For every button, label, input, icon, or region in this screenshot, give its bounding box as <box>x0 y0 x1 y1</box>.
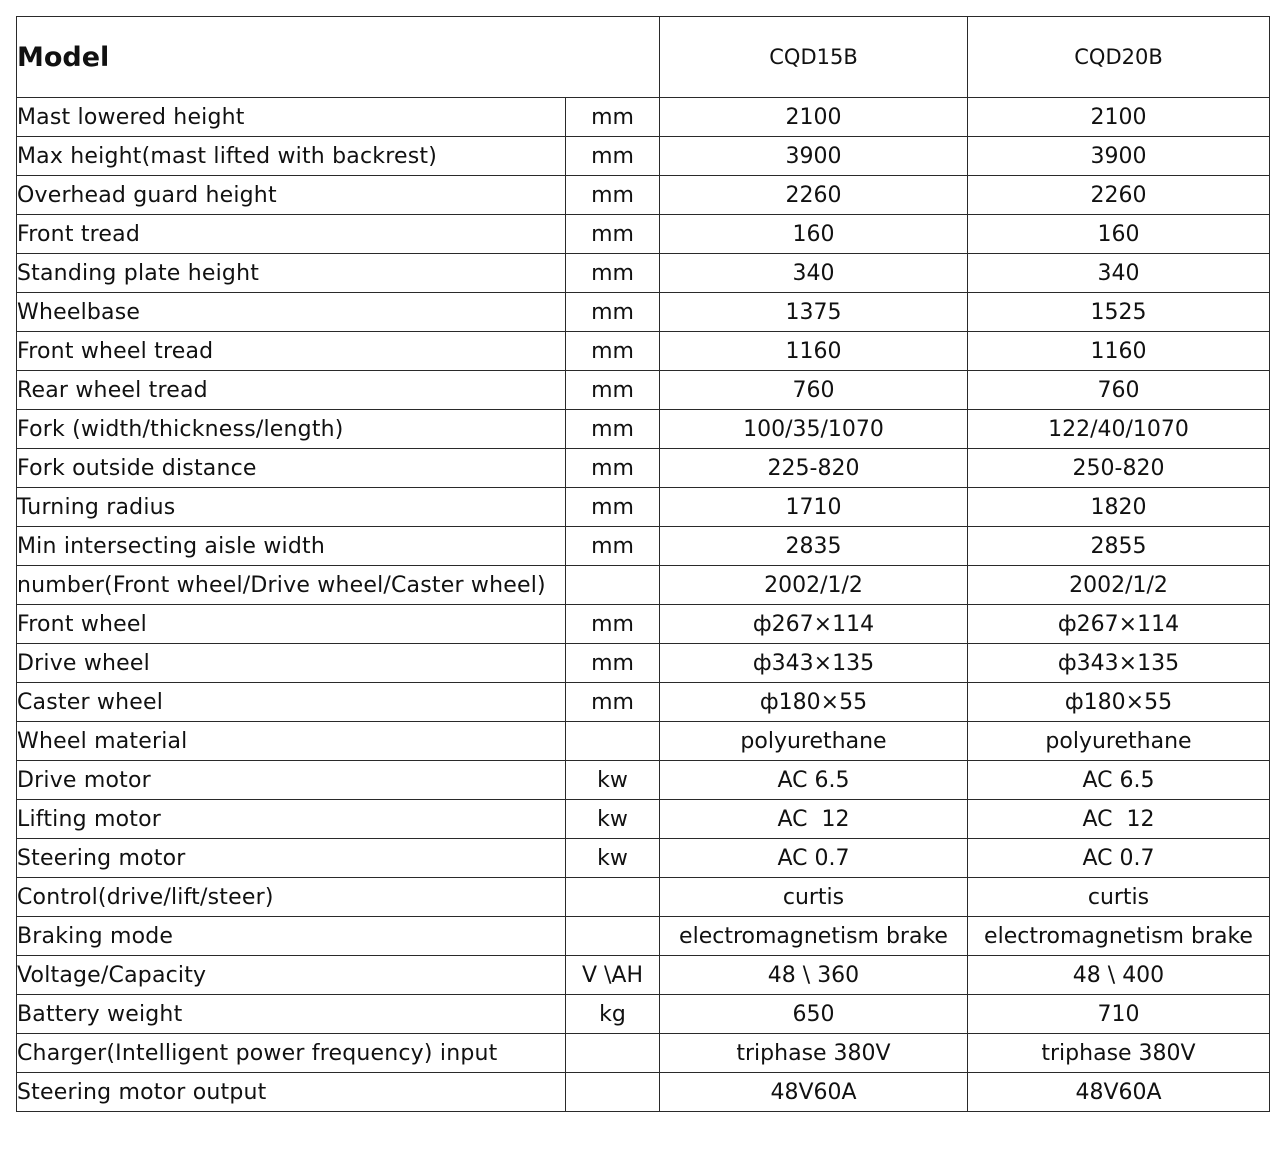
value-cell-cqd20b: 1160 <box>968 332 1270 371</box>
value-cell-cqd20b: polyurethane <box>968 722 1270 761</box>
unit-cell: mm <box>566 293 660 332</box>
value-cell-cqd15b: 100/35/1070 <box>660 410 968 449</box>
value-cell-cqd15b: 3900 <box>660 137 968 176</box>
param-cell: Braking mode <box>17 917 566 956</box>
table-row <box>17 293 1270 332</box>
value-cell-cqd15b: AC 0.7 <box>660 839 968 878</box>
param-cell: Max height(mast lifted with backrest) <box>17 137 566 176</box>
param-cell: Drive motor <box>17 761 566 800</box>
unit-cell: mm <box>566 137 660 176</box>
table-row <box>17 449 1270 488</box>
value-cell-cqd15b: 760 <box>660 371 968 410</box>
param-cell: Caster wheel <box>17 683 566 722</box>
value-cell-cqd20b: 1820 <box>968 488 1270 527</box>
unit-cell: mm <box>566 644 660 683</box>
value-cell-cqd15b: triphase 380V <box>660 1034 968 1073</box>
param-cell: Lifting motor <box>17 800 566 839</box>
unit-cell: mm <box>566 98 660 137</box>
table-row <box>17 839 1270 878</box>
value-cell-cqd20b: ф343×135 <box>968 644 1270 683</box>
table-row <box>17 98 1270 137</box>
value-cell-cqd20b: 160 <box>968 215 1270 254</box>
unit-cell <box>566 917 660 956</box>
table-row <box>17 800 1270 839</box>
value-cell-cqd20b: 48V60A <box>968 1073 1270 1112</box>
value-cell-cqd20b: AC 6.5 <box>968 761 1270 800</box>
param-cell: Fork (width/thickness/length) <box>17 410 566 449</box>
param-cell: Turning radius <box>17 488 566 527</box>
value-cell-cqd20b: curtis <box>968 878 1270 917</box>
header-row <box>17 17 1270 98</box>
value-cell-cqd15b: AC 6.5 <box>660 761 968 800</box>
table-row <box>17 995 1270 1034</box>
table-row <box>17 527 1270 566</box>
value-cell-cqd15b: curtis <box>660 878 968 917</box>
value-cell-cqd15b: 48V60A <box>660 1073 968 1112</box>
unit-cell: mm <box>566 527 660 566</box>
unit-cell: mm <box>566 371 660 410</box>
table-row <box>17 254 1270 293</box>
value-cell-cqd15b: 225-820 <box>660 449 968 488</box>
value-cell-cqd15b: ф180×55 <box>660 683 968 722</box>
value-cell-cqd20b: 2260 <box>968 176 1270 215</box>
value-cell-cqd20b: 710 <box>968 995 1270 1034</box>
value-cell-cqd15b: 160 <box>660 215 968 254</box>
unit-cell: mm <box>566 683 660 722</box>
value-cell-cqd15b: polyurethane <box>660 722 968 761</box>
param-cell: Wheel material <box>17 722 566 761</box>
param-cell: Overhead guard height <box>17 176 566 215</box>
table-row <box>17 956 1270 995</box>
model-name-cqd15b: CQD15B <box>660 17 968 98</box>
table-row <box>17 917 1270 956</box>
unit-cell: mm <box>566 605 660 644</box>
unit-cell: kw <box>566 761 660 800</box>
value-cell-cqd15b: electromagnetism brake <box>660 917 968 956</box>
param-cell: Steering motor <box>17 839 566 878</box>
value-cell-cqd20b: electromagnetism brake <box>968 917 1270 956</box>
unit-cell: mm <box>566 332 660 371</box>
param-cell: Front wheel <box>17 605 566 644</box>
unit-cell: mm <box>566 254 660 293</box>
value-cell-cqd15b: 1160 <box>660 332 968 371</box>
unit-cell <box>566 1073 660 1112</box>
unit-cell <box>566 566 660 605</box>
value-cell-cqd20b: 2002/1/2 <box>968 566 1270 605</box>
value-cell-cqd20b: 2855 <box>968 527 1270 566</box>
value-cell-cqd15b: 2002/1/2 <box>660 566 968 605</box>
unit-cell: mm <box>566 410 660 449</box>
value-cell-cqd15b: 2100 <box>660 98 968 137</box>
value-cell-cqd20b: 2100 <box>968 98 1270 137</box>
value-cell-cqd20b: AC 0.7 <box>968 839 1270 878</box>
param-cell: Mast lowered height <box>17 98 566 137</box>
param-cell: Wheelbase <box>17 293 566 332</box>
param-cell: Control(drive/lift/steer) <box>17 878 566 917</box>
table-row <box>17 722 1270 761</box>
table-row <box>17 1073 1270 1112</box>
unit-cell: kw <box>566 839 660 878</box>
value-cell-cqd20b: ф267×114 <box>968 605 1270 644</box>
table-row <box>17 332 1270 371</box>
value-cell-cqd20b: ф180×55 <box>968 683 1270 722</box>
unit-cell <box>566 722 660 761</box>
value-cell-cqd20b: 1525 <box>968 293 1270 332</box>
param-cell: Min intersecting aisle width <box>17 527 566 566</box>
value-cell-cqd20b: 122/40/1070 <box>968 410 1270 449</box>
value-cell-cqd15b: 2260 <box>660 176 968 215</box>
unit-cell: V \AH <box>566 956 660 995</box>
value-cell-cqd15b: 650 <box>660 995 968 1034</box>
unit-cell <box>566 878 660 917</box>
param-cell: number(Front wheel/Drive wheel/Caster wheel) <box>17 566 566 605</box>
value-cell-cqd15b: 48 \ 360 <box>660 956 968 995</box>
unit-cell: mm <box>566 488 660 527</box>
value-cell-cqd15b: AC 12 <box>660 800 968 839</box>
param-cell: Charger(Intelligent power frequency) input <box>17 1034 566 1073</box>
unit-cell: mm <box>566 176 660 215</box>
param-cell: Steering motor output <box>17 1073 566 1112</box>
unit-cell: kg <box>566 995 660 1034</box>
table-row <box>17 683 1270 722</box>
value-cell-cqd15b: ф343×135 <box>660 644 968 683</box>
spec-table <box>16 16 1270 1112</box>
unit-cell: mm <box>566 215 660 254</box>
param-cell: Drive wheel <box>17 644 566 683</box>
spec-table-body <box>17 17 1270 1112</box>
param-cell: Standing plate height <box>17 254 566 293</box>
value-cell-cqd15b: 2835 <box>660 527 968 566</box>
param-cell: Battery weight <box>17 995 566 1034</box>
unit-cell: kw <box>566 800 660 839</box>
value-cell-cqd20b: 48 \ 400 <box>968 956 1270 995</box>
value-cell-cqd15b: 1375 <box>660 293 968 332</box>
table-row <box>17 410 1270 449</box>
unit-cell <box>566 1034 660 1073</box>
value-cell-cqd20b: 250-820 <box>968 449 1270 488</box>
table-row <box>17 488 1270 527</box>
table-row <box>17 878 1270 917</box>
value-cell-cqd15b: 340 <box>660 254 968 293</box>
unit-cell: mm <box>566 449 660 488</box>
table-row <box>17 137 1270 176</box>
table-row <box>17 1034 1270 1073</box>
table-row <box>17 605 1270 644</box>
table-row <box>17 644 1270 683</box>
value-cell-cqd15b: ф267×114 <box>660 605 968 644</box>
param-cell: Front wheel tread <box>17 332 566 371</box>
table-row <box>17 176 1270 215</box>
value-cell-cqd15b: 1710 <box>660 488 968 527</box>
param-cell: Rear wheel tread <box>17 371 566 410</box>
value-cell-cqd20b: triphase 380V <box>968 1034 1270 1073</box>
model-label: Model <box>17 17 660 98</box>
table-row <box>17 761 1270 800</box>
model-name-cqd20b: CQD20B <box>968 17 1270 98</box>
param-cell: Front tread <box>17 215 566 254</box>
value-cell-cqd20b: 760 <box>968 371 1270 410</box>
table-row <box>17 371 1270 410</box>
table-row <box>17 215 1270 254</box>
value-cell-cqd20b: 3900 <box>968 137 1270 176</box>
table-row <box>17 566 1270 605</box>
value-cell-cqd20b: 340 <box>968 254 1270 293</box>
value-cell-cqd20b: AC 12 <box>968 800 1270 839</box>
param-cell: Voltage/Capacity <box>17 956 566 995</box>
param-cell: Fork outside distance <box>17 449 566 488</box>
